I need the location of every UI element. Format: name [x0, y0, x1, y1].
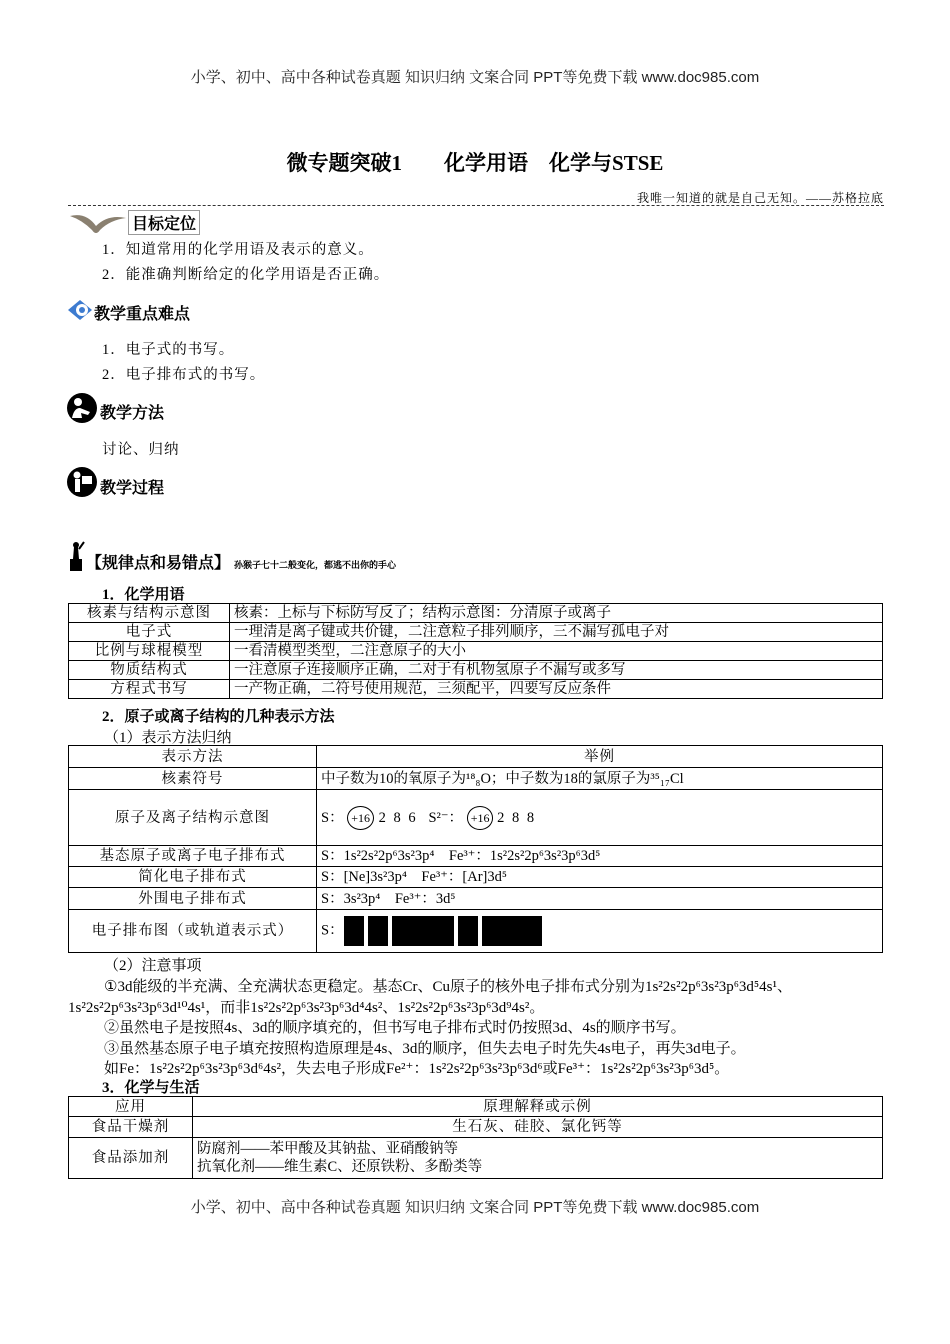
s-label: S：	[321, 809, 344, 826]
chem-terms-table	[68, 603, 883, 699]
cell: 一理清是离子键或共价键，二注意粒子排列顺序，三不漏写孤电子对	[230, 623, 883, 642]
cell: 一注意原子连接顺序正确，二对于有机物氢原子不漏写或多写	[230, 661, 883, 680]
table-row	[69, 642, 883, 661]
cell: 中子数为10的氧原子为¹⁸₈O；中子数为18的氯原子为³⁵₁₇Cl	[317, 768, 883, 790]
cell: 食品添加剂	[69, 1138, 193, 1179]
cell: S：3s²3p⁴ Fe³⁺：3d⁵	[317, 888, 883, 910]
cell: 电子式	[69, 623, 230, 642]
divider	[68, 205, 884, 206]
cell	[193, 1138, 883, 1179]
table-row	[69, 768, 883, 790]
cell: S：[Ne]3s²3p⁴ Fe³⁺：[Ar]3d⁵	[317, 867, 883, 888]
section-key-points-heading: 教学重点难点	[94, 306, 191, 323]
table-row	[69, 888, 883, 910]
cell: 外围电子排布式	[69, 888, 317, 910]
representation-table	[68, 745, 883, 953]
rules-heading: 【规律点和易错点】	[86, 555, 231, 572]
note-line: 1s²2s²2p⁶3s²3p⁶3d¹⁰4s¹，而非1s²2s²2p⁶3s²3p⁶3d⁴4s²、1s²2s²2p⁶3s²3p⁶3d⁹4s²。	[68, 1000, 545, 1016]
seagull-icon	[68, 208, 128, 238]
table-row	[69, 910, 883, 953]
cell: 生石灰、硅胶、氯化钙等	[193, 1117, 883, 1138]
teacher-icon	[66, 392, 98, 424]
cell: 方程式书写	[69, 680, 230, 699]
chem-life-table	[68, 1096, 883, 1179]
table-row	[69, 623, 883, 642]
header-cell: 表示方法	[69, 746, 317, 768]
section-methods-heading: 教学方法	[100, 405, 165, 422]
note-line: 如Fe：1s²2s²2p⁶3s²3p⁶3d⁶4s²，失去电子形成Fe²⁺：1s²2s²2p⁶3s²3p⁶3d⁶或Fe³⁺：1s²2s²2p⁶3s²3p⁶3d⁵。	[104, 1061, 730, 1077]
table-row	[69, 1138, 883, 1179]
nucleus: +16	[347, 806, 374, 830]
section-goals-heading: 目标定位	[128, 210, 200, 235]
cell: 比例与球棍模型	[69, 642, 230, 661]
cell: 原子及离子结构示意图	[69, 790, 317, 846]
table-header-row	[69, 1097, 883, 1117]
electron-shells: 2 8 8	[497, 809, 537, 826]
table-row	[69, 680, 883, 699]
cell: 物质结构式	[69, 661, 230, 680]
cell: S：1s²2s²2p⁶3s²3p⁴ Fe³⁺：1s²2s²2p⁶3s²3p⁶3d⁵	[317, 846, 883, 867]
cell-line: 抗氧化剂——维生素C、还原铁粉、多酚类等	[197, 1159, 483, 1175]
ion-label: S²⁻：	[428, 809, 464, 826]
table-row	[69, 867, 883, 888]
header-cell: 原理解释或示例	[193, 1097, 883, 1117]
cell: 核素与结构示意图	[69, 604, 230, 623]
table-row	[69, 661, 883, 680]
target-icon	[68, 298, 94, 322]
header-banner: 小学、初中、高中各种试卷真题 知识归纳 文案合同 PPT等免费下载 www.doc985.com	[190, 69, 760, 86]
methods-text: 讨论、归纳	[102, 442, 180, 458]
table-row	[69, 790, 883, 846]
cell: 一产物正确，二符号使用规范，三须配平，四要写反应条件	[230, 680, 883, 699]
cell: 基态原子或离子电子排布式	[69, 846, 317, 867]
cell: 电子排布图（或轨道表示式）	[69, 910, 317, 953]
page-title: 微专题突破1 化学用语 化学与STSE	[286, 151, 664, 175]
part2-heading: 2．原子或离子结构的几种表示方法	[102, 709, 335, 725]
part1-heading: 1．化学用语	[102, 587, 185, 603]
table-row	[69, 604, 883, 623]
presenter-icon	[66, 466, 98, 498]
quote: 我唯一知道的就是自己无知。——苏格拉底	[636, 191, 884, 205]
table-row	[69, 1117, 883, 1138]
electron-shells: 2 8 6	[378, 809, 418, 826]
part3-heading: 3．化学与生活	[102, 1080, 200, 1096]
rules-subtitle: 孙猴子七十二般变化，都逃不出你的手心	[234, 560, 397, 570]
goal-item: 2．能准确判断给定的化学用语是否正确。	[102, 267, 390, 283]
structure-diagram-cell	[317, 790, 883, 846]
orbital-diagram-cell	[317, 910, 883, 953]
note-line: ③虽然基态原子电子填充按照构造原理是4s、3d的顺序，但失去电子时先失4s电子，再失3d电子。	[104, 1041, 746, 1057]
key-point-item: 2．电子排布式的书写。	[102, 367, 266, 383]
cell: 核素符号	[69, 768, 317, 790]
cell: 一看清模型类型，二注意原子的大小	[230, 642, 883, 661]
part2-sub2: （2）注意事项	[104, 958, 202, 974]
header-cell: 应用	[69, 1097, 193, 1117]
header-cell: 举例	[317, 746, 883, 768]
statue-icon	[68, 541, 86, 571]
s-label: S：	[321, 922, 344, 939]
goal-item: 1．知道常用的化学用语及表示的意义。	[102, 242, 374, 258]
footer-banner: 小学、初中、高中各种试卷真题 知识归纳 文案合同 PPT等免费下载 www.doc985.com	[190, 1199, 760, 1216]
cell: 核素：上标与下标防写反了；结构示意图：分清原子或离子	[230, 604, 883, 623]
cell: 食品干燥剂	[69, 1117, 193, 1138]
note-line: ②虽然电子是按照4s、3d的顺序填充的，但书写电子排布式时仍按照3d、4s的顺序书写。	[104, 1020, 686, 1036]
cell: 简化电子排布式	[69, 867, 317, 888]
nucleus: +16	[467, 806, 494, 830]
cell-line: 防腐剂——苯甲酸及其钠盐、亚硝酸钠等	[197, 1141, 458, 1157]
key-point-item: 1．电子式的书写。	[102, 342, 235, 358]
part2-sub1: （1）表示方法归纳	[104, 730, 232, 746]
table-row	[69, 846, 883, 867]
table-header-row	[69, 746, 883, 768]
section-process-heading: 教学过程	[100, 480, 165, 497]
note-line: ①3d能级的半充满、全充满状态更稳定。基态Cr、Cu原子的核外电子排布式分别为1s²2s²2p⁶3s²3p⁶3d⁵4s¹、	[104, 979, 792, 995]
